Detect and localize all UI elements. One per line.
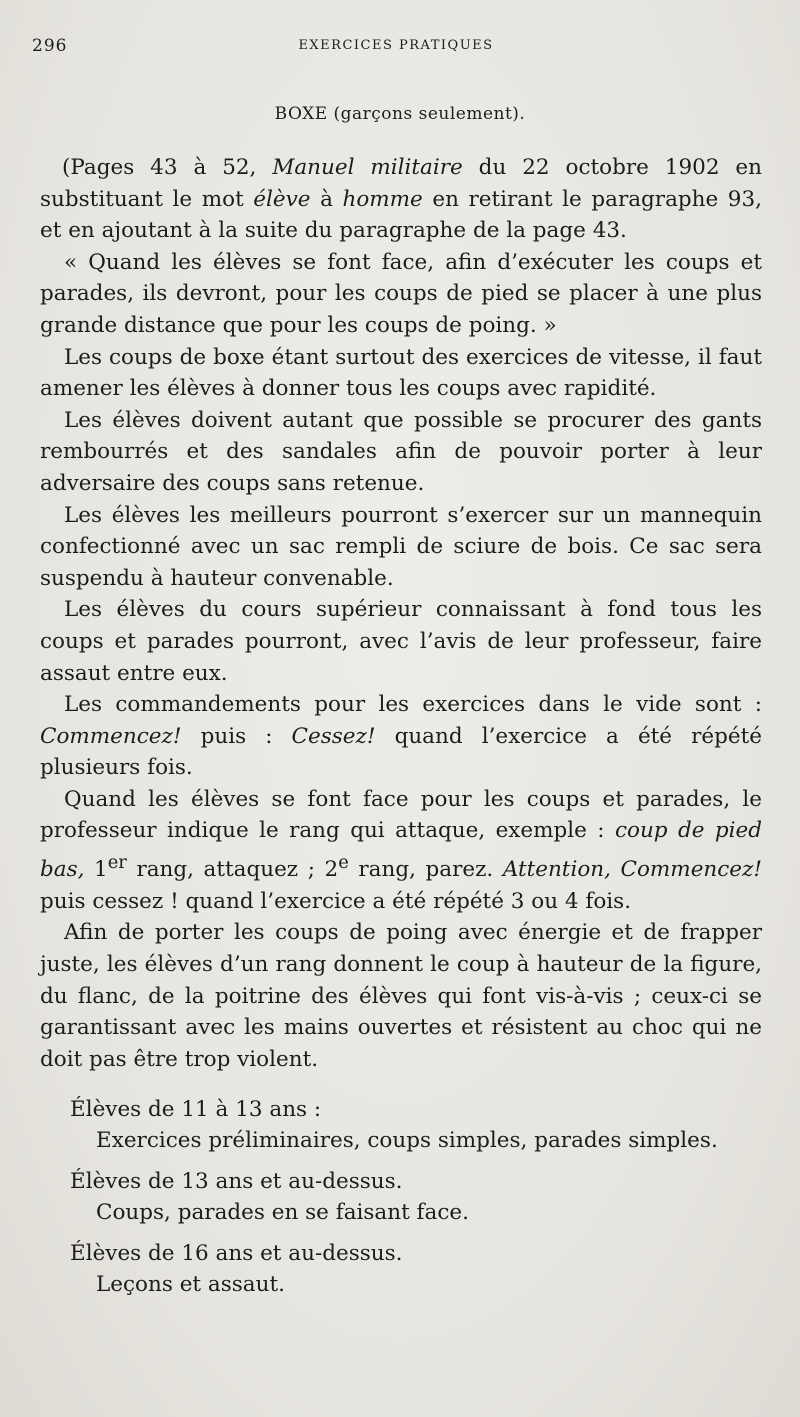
- age-level: [70, 1166, 770, 1228]
- paragraph-2: « Quand les élèves se font face, afin d’exécuter les coups et parades, ils devront, pour les coups de pied se placer à une plus grande distance que pour les coups de poing. »: [40, 249, 762, 338]
- text-span: Les commandements pour les exercices dans le vide sont :: [64, 692, 762, 718]
- italic-span: Manuel militaire: [272, 155, 463, 180]
- text-span: 1: [84, 857, 108, 883]
- superscript: e: [338, 852, 349, 874]
- paragraph-4: Les élèves doivent autant que possible se procurer des gants rembourrés et des sandales afin de pouvoir porter à leur adversaire des coups sans retenue.: [40, 407, 762, 496]
- age-level-title: Élèves de 16 ans et au-dessus.: [70, 1241, 403, 1266]
- paragraph-5: Les élèves les meilleurs pourront s’exercer sur un mannequin confectionné avec un sac rempli de sciure de bois. Ce sac sera suspendu à hauteur convenable.: [40, 502, 762, 591]
- italic-span: Cessez!: [291, 723, 376, 749]
- text-span: du 22 octobre 1902 en substituant le mot: [40, 155, 763, 212]
- paragraph-7: [40, 689, 762, 784]
- page-number: 296: [32, 36, 68, 56]
- paragraph-6: Les élèves du cours supérieur connaissant à fond tous les coups et parades pourront, avec l’avis de leur professeur, faire assaut entre eux.: [40, 597, 762, 686]
- age-level-detail: Coups, parades en se faisant face.: [96, 1200, 469, 1225]
- page-header: [32, 36, 760, 60]
- italic-span: homme: [342, 186, 423, 212]
- age-level: [70, 1094, 770, 1156]
- superscript: er: [107, 852, 127, 874]
- italic-span: Attention, Commencez!: [502, 857, 762, 883]
- paragraph-9: Afin de porter les coups de poing avec énergie et de frapper juste, les élèves d’un rang donnent le coup à hauteur de la figure, du flanc, de la poitrine des élèves qui font vis-à-vis ; ceux-ci se garantissant avec les mains ouvertes et résistent au choc qui ne doit pas être trop violent.: [40, 920, 762, 1072]
- text-span: en retirant le paragraphe 93, et en ajoutant à la suite du paragraphe de la page 43.: [40, 186, 762, 244]
- text-span: Quand les élèves se font face pour les coups et parades, le professeur indique le rang qui attaque, exemple :: [40, 786, 762, 844]
- age-level-detail: Exercices préliminaires, coups simples, parades simples.: [96, 1128, 718, 1153]
- text-span: quand l’exercice a été répété plusieurs fois.: [40, 723, 762, 781]
- age-level: [70, 1238, 770, 1300]
- body-text: [40, 152, 762, 1075]
- text-span: rang, attaquez ; 2: [126, 857, 339, 883]
- paragraph-3: Les coups de boxe étant surtout des exercices de vitesse, il faut amener les élèves à donner tous les coups avec rapidité.: [40, 344, 762, 402]
- text-span: puis cessez ! quand l’exercice a été répété 3 ou 4 fois.: [40, 888, 632, 914]
- age-level-title: Élèves de 13 ans et au-dessus.: [70, 1169, 403, 1194]
- italic-span: coup de pied bas,: [40, 818, 762, 883]
- text-span: rang, parez.: [348, 857, 503, 883]
- paragraph-8: [40, 784, 762, 918]
- italic-span: élève: [253, 186, 311, 212]
- italic-span: Commencez!: [40, 723, 182, 749]
- age-level-title: Élèves de 11 à 13 ans :: [70, 1097, 322, 1122]
- paragraph-1: [40, 152, 762, 247]
- text-span: puis :: [181, 723, 292, 749]
- age-levels-list: [70, 1094, 770, 1310]
- section-title: BOXE (garçons seulement).: [274, 104, 526, 124]
- text-span: à: [310, 186, 343, 212]
- age-level-detail: Leçons et assaut.: [96, 1272, 285, 1297]
- text-span: (Pages 43 à 52,: [62, 155, 273, 180]
- running-head: EXERCICES PRATIQUES: [298, 38, 494, 53]
